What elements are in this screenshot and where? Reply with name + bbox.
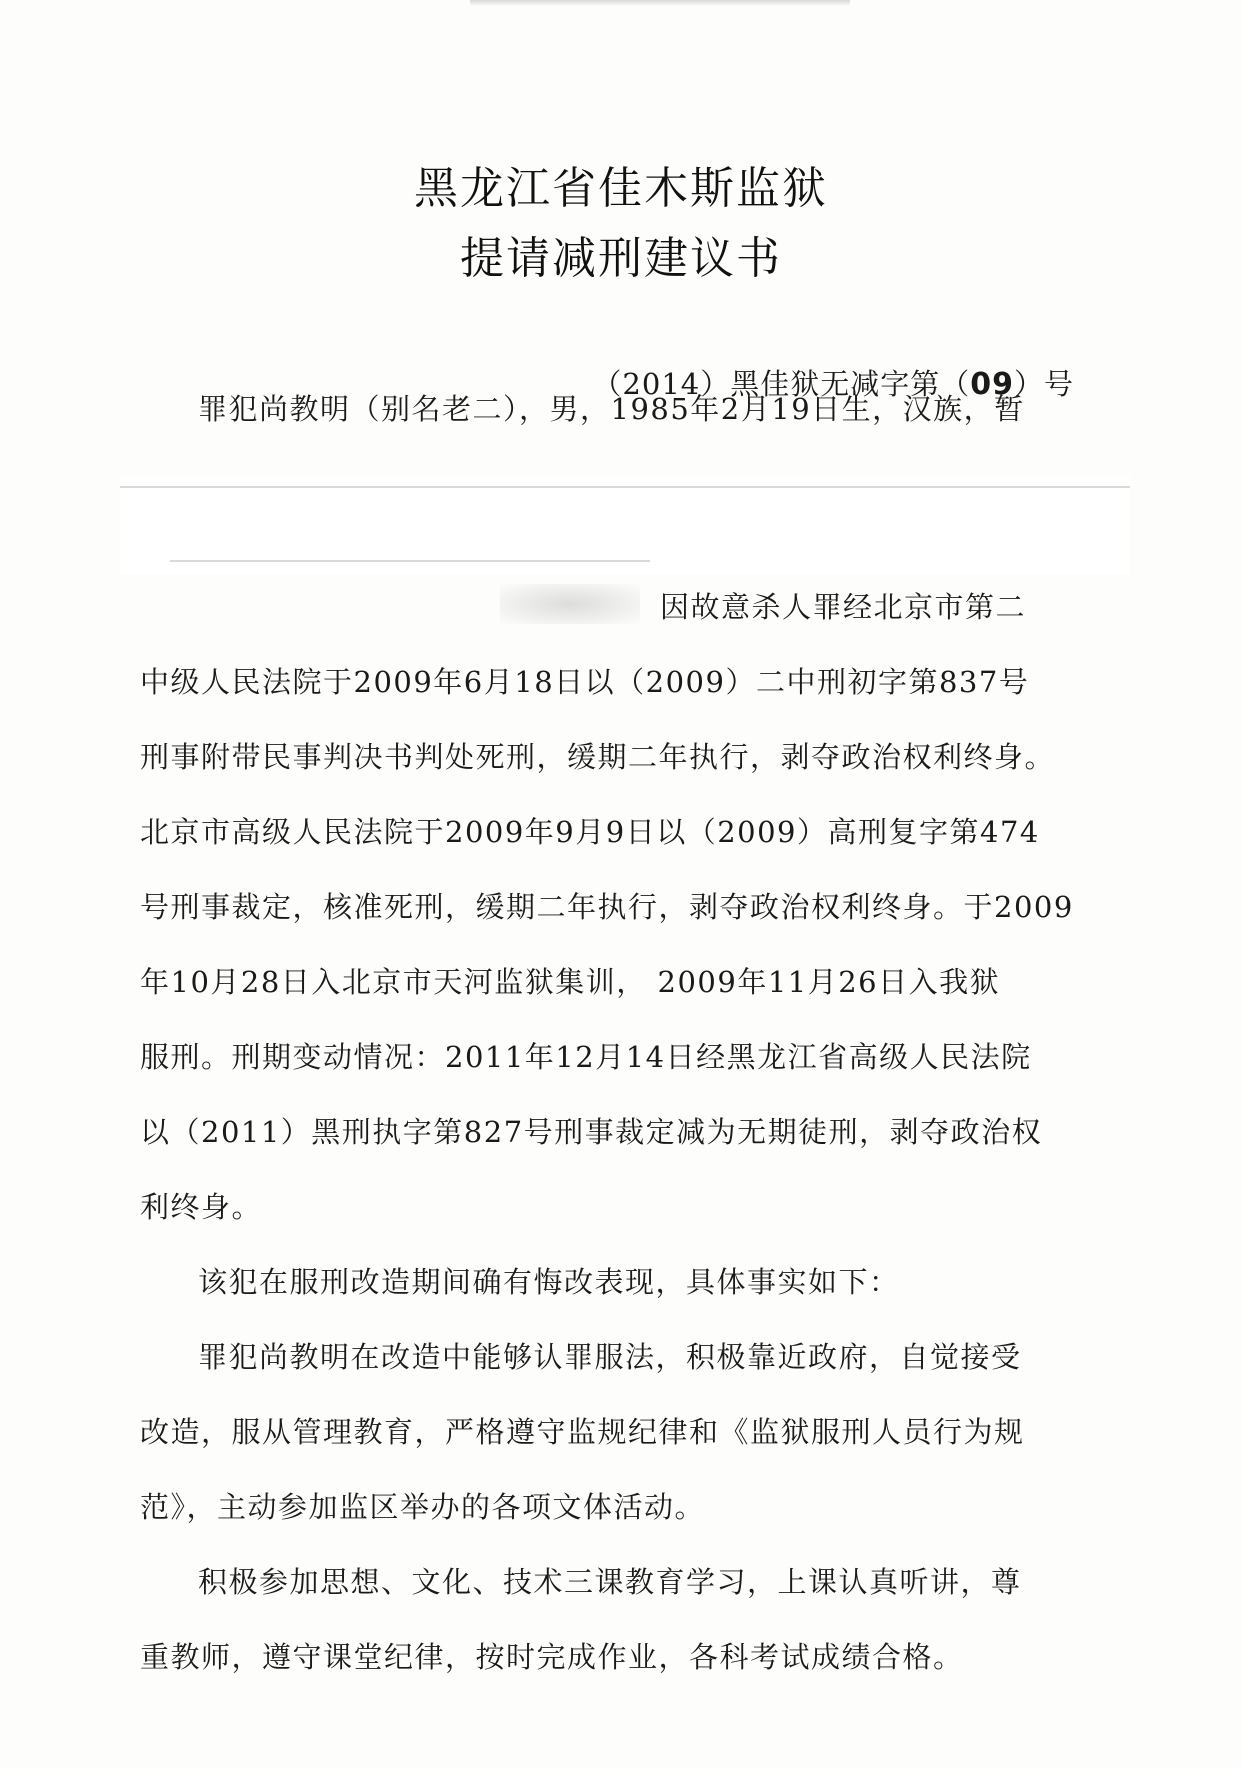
body-line: 因故意杀人罪经北京市第二	[660, 590, 1027, 624]
body-line: 北京市高级人民法院于2009年9月9日以（2009）高刑复字第474	[140, 815, 1040, 849]
body-line: 范》，主动参加监区举办的各项文体活动。	[140, 1490, 706, 1524]
document-title-line1: 黑龙江省佳木斯监狱	[414, 163, 828, 214]
document-number-suffix: ）号	[1013, 367, 1074, 401]
body-line: 重教师，遵守课堂纪律，按时完成作业，各科考试成绩合格。	[140, 1640, 964, 1674]
body-line: 利终身。	[140, 1190, 263, 1224]
document-number-prefix: （2014）黑佳狱无减字第（	[592, 367, 971, 401]
body-line-after-redaction	[660, 570, 1080, 645]
body-line: 该犯在服刑改造期间确有悔改表现，具体事实如下：	[198, 1265, 900, 1299]
body-line: 以（2011）黑刑执字第827号刑事裁定减为无期徒刑，剥夺政治权	[140, 1115, 1043, 1149]
document-number-handwritten: 09	[970, 367, 1014, 402]
body-paragraph-1-continued	[140, 645, 1076, 1245]
body-line: 罪犯尚教明在改造中能够认罪服法，积极靠近政府，自觉接受	[198, 1340, 1022, 1374]
redaction-edge	[120, 486, 1130, 488]
body-line: 中级人民法院于2009年6月18日以（2009）二中刑初字第837号	[140, 665, 1030, 699]
body-line: 号刑事裁定，核准死刑，缓期二年执行，剥夺政治权利终身。于2009	[140, 890, 1074, 924]
body-line: 改造，服从管理教育，严格遵守监规纪律和《监狱服刑人员行为规	[140, 1415, 1025, 1449]
body-paragraph-2	[140, 1245, 1076, 1695]
redaction-edge	[170, 560, 650, 562]
document-title-line2: 提请减刑建议书	[460, 233, 782, 284]
body-paragraph-1	[140, 372, 1076, 447]
scan-artifact	[470, 0, 850, 6]
body-line: 刑事附带民事判决书判处死刑，缓期二年执行，剥夺政治权利终身。	[140, 740, 1056, 774]
scan-smudge	[500, 584, 640, 624]
body-line: 积极参加思想、文化、技术三课教育学习，上课认真听讲，尊	[198, 1565, 1022, 1599]
body-line: 服刑。刑期变动情况：2011年12月14日经黑龙江省高级人民法院	[140, 1040, 1032, 1074]
body-line: 罪犯尚教明（别名老二），男，1985年2月19日生，汉族，暂	[198, 392, 1025, 426]
body-line: 年10月28日入北京市天河监狱集训， 2009年11月26日入我狱	[140, 965, 1001, 999]
